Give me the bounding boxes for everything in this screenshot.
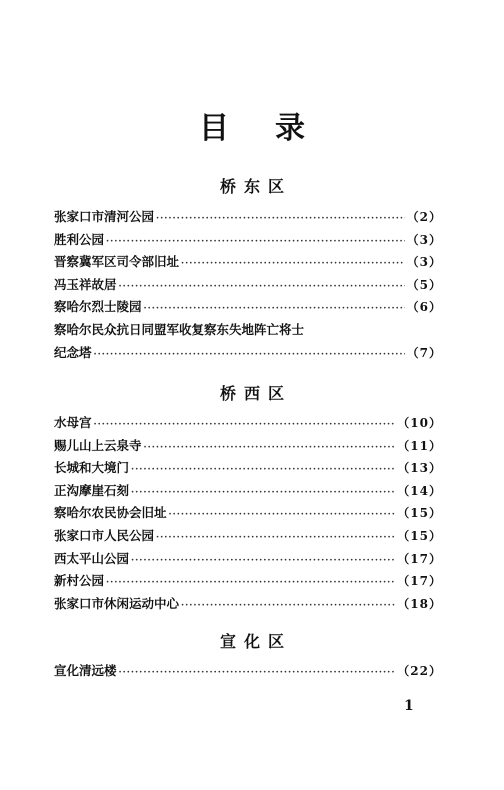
toc-entry[interactable] [54, 275, 442, 298]
toc-entry[interactable] [54, 526, 442, 549]
entry-title: 宣化清远楼 [54, 663, 117, 678]
leader-dots [144, 443, 396, 453]
leader-dots [106, 578, 395, 588]
section-entries-qiaodong [54, 207, 442, 365]
entry-title: 赐儿山上云泉寺 [54, 437, 142, 453]
leader-dots [119, 282, 405, 292]
leader-dots [181, 259, 405, 269]
leader-dots [119, 668, 396, 678]
toc-entry[interactable] [54, 549, 442, 572]
entry-page: （17） [397, 574, 442, 589]
section-heading-qiaoxi: 桥西区 [219, 384, 292, 403]
leader-dots [131, 488, 395, 498]
entry-page: （18） [397, 596, 442, 611]
entry-title: 察哈尔民众抗日同盟军收复察东失地阵亡将士 [54, 321, 305, 337]
toc-entry[interactable] [54, 252, 442, 275]
entry-title: 正沟摩崖石刻 [54, 482, 130, 498]
entry-title: 冯玉祥故居 [54, 276, 117, 292]
entry-title: 长城和大境门 [54, 460, 130, 476]
leader-dots [131, 556, 395, 566]
entry-page: （7） [406, 345, 442, 360]
toc-entry[interactable] [54, 413, 442, 436]
entry-title: 张家口市休闲运动中心 [54, 595, 180, 611]
toc-entry[interactable] [54, 297, 442, 320]
entry-page: （15） [397, 506, 442, 521]
page-number: 1 [404, 698, 414, 714]
toc-entry[interactable] [54, 230, 442, 253]
section-entries-qiaoxi [54, 413, 442, 616]
entry-page: （22） [397, 664, 442, 678]
entry-page: （6） [406, 300, 442, 315]
toc-entry[interactable] [54, 436, 442, 459]
entry-page: （3） [406, 255, 442, 270]
section-heading-xuanhua: 宣化区 [219, 632, 292, 651]
leader-dots [106, 237, 405, 247]
toc-entry[interactable] [54, 571, 442, 594]
entry-title: 晋察冀军区司令部旧址 [54, 254, 180, 270]
toc-entry[interactable] [54, 594, 442, 617]
entry-title: 张家口市清河公园 [54, 209, 155, 224]
entry-page: （11） [397, 438, 442, 453]
leader-dots [181, 601, 395, 611]
section-entries-xuanhua [54, 661, 442, 684]
entry-title: 水母宫 [54, 415, 92, 430]
toc-entry-line1[interactable] [54, 320, 442, 343]
leader-dots [156, 214, 405, 224]
entry-page: （13） [397, 461, 442, 476]
section-heading-qiaodong: 桥东区 [219, 177, 292, 196]
entry-title: 西太平山公园 [54, 550, 130, 566]
page-title: 目录 [199, 111, 351, 146]
leader-dots [131, 465, 395, 475]
toc-entry[interactable] [54, 503, 442, 526]
leader-dots [169, 510, 396, 520]
toc-entry[interactable] [54, 207, 442, 230]
entry-page: （10） [397, 416, 442, 430]
entry-page: （15） [397, 528, 442, 543]
entry-title: 胜利公园 [54, 231, 105, 247]
entry-title: 察哈尔农民协会旧址 [54, 505, 167, 521]
toc-entry-line2[interactable] [54, 343, 442, 366]
entry-page: （5） [406, 277, 442, 292]
entry-page: （2） [406, 210, 442, 224]
toc-entry[interactable] [54, 458, 442, 481]
entry-title: 纪念塔 [54, 344, 92, 360]
entry-page: （3） [406, 232, 442, 247]
entry-title: 张家口市人民公园 [54, 527, 155, 543]
entry-title: 新村公园 [54, 573, 105, 589]
leader-dots [94, 350, 405, 360]
leader-dots [144, 304, 405, 314]
leader-dots [94, 420, 396, 430]
toc-entry[interactable] [54, 481, 442, 504]
entry-title: 察哈尔烈士陵园 [54, 299, 142, 315]
entry-page: （17） [397, 551, 442, 566]
leader-dots [156, 533, 395, 543]
entry-page: （14） [397, 483, 442, 498]
toc-entry[interactable] [54, 661, 442, 684]
